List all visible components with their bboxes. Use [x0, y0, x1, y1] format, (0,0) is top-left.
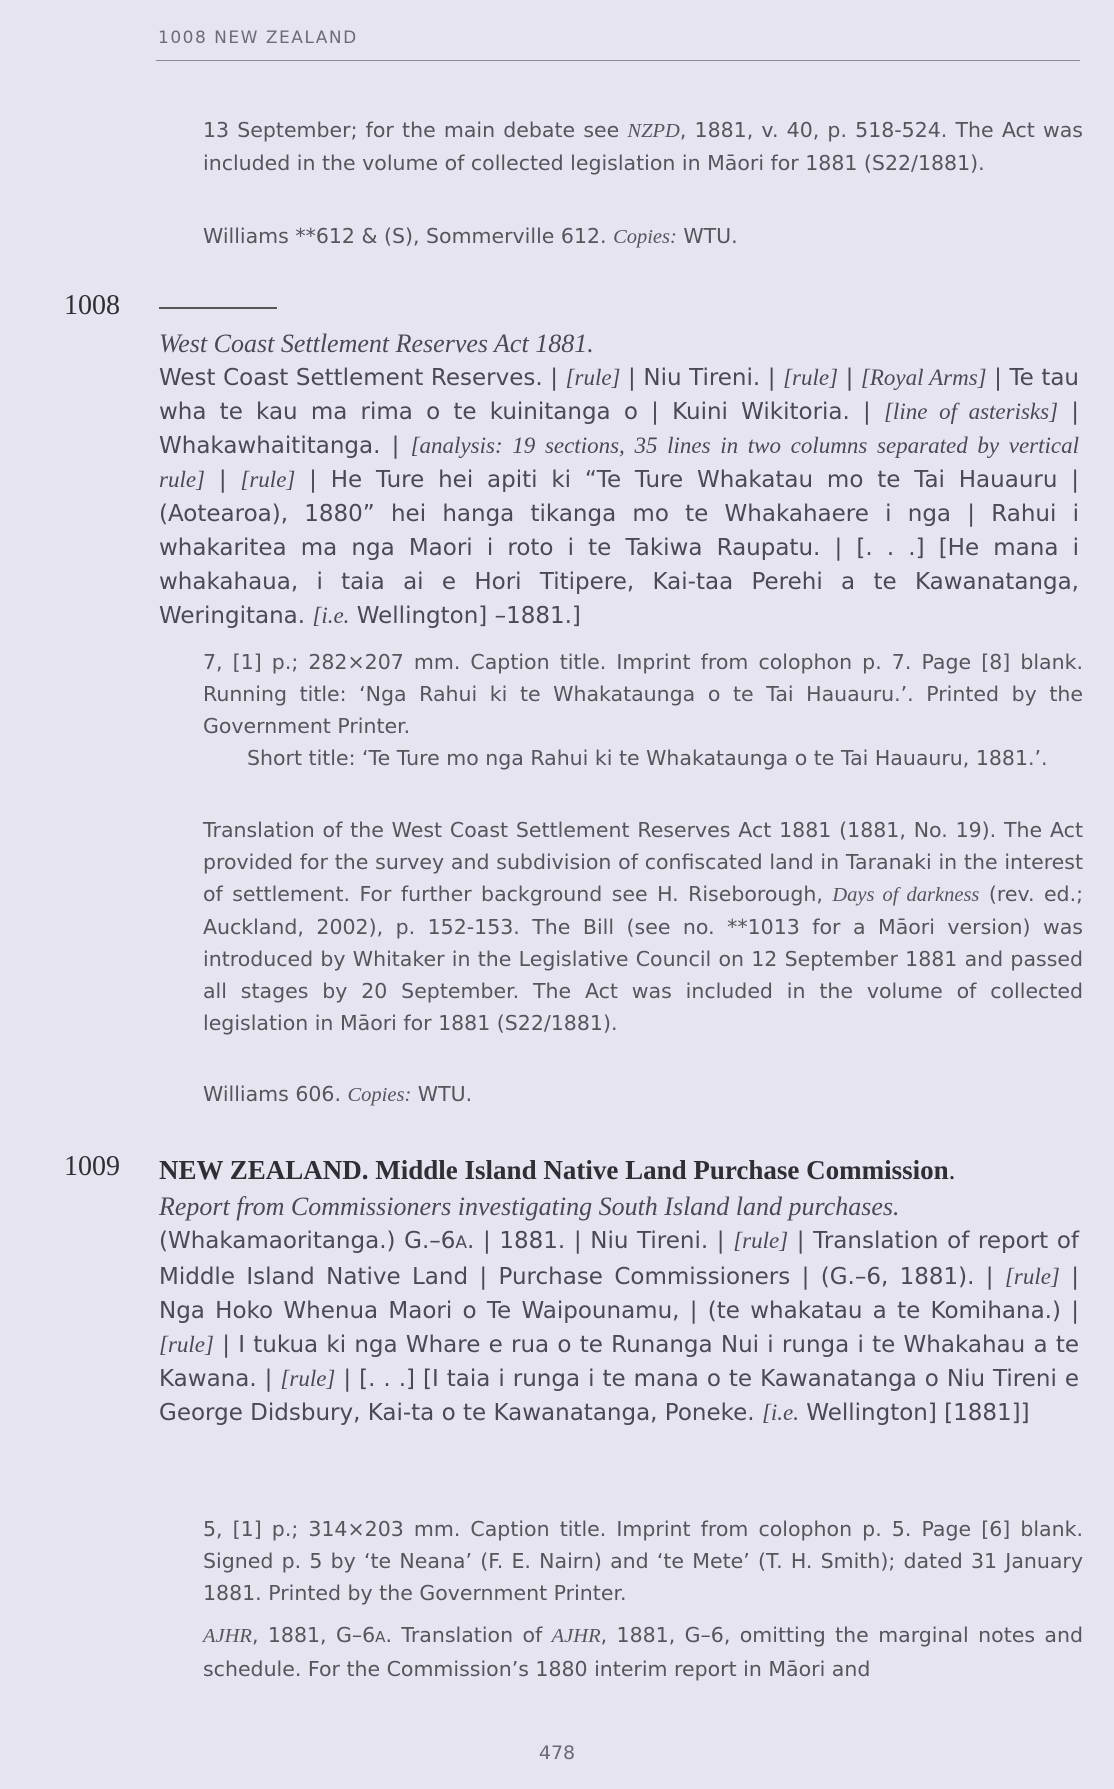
entry-title: West Coast Settlement Reserves Act 1881.: [159, 329, 594, 358]
entry-number: 1009: [64, 1151, 120, 1182]
copies-label: Copies:: [347, 1084, 412, 1106]
refs-text: Williams 606.: [203, 1082, 348, 1106]
entry-title: Report from Commissioners investigating South Island land purchases.: [159, 1192, 900, 1221]
physical-description: 5, [1] p.; 314×203 mm. Caption title. Imprint from colophon p. 5. Page [6] blank. Signed p. 5 by ‘te Neana’ (F. E. Nairn) and ‘te Mete’ (T. H. Smith); dated 31 January 1881. Printed by the Government Printer.: [203, 1517, 1083, 1605]
text-run-italic: [i.e.: [312, 603, 350, 628]
note-text: Translation of the West Coast Settlement Reserves Act 1881 (1881, No. 19). The Act provided for the survey and subdivision of confiscated land in Taranaki in the interest of settlement. For further background see H. Riseborough,: [203, 818, 1083, 906]
dash-rule: [159, 307, 277, 309]
note-text: , 1881, G–6, omitting the marginal notes and schedule. For the Commission’s 1880 interim report in Māori and: [203, 1623, 1084, 1681]
entry-1008-refs: [203, 1078, 1083, 1111]
text-run: | Whakawhaititanga. |: [159, 399, 1079, 459]
note-italic: AJHR: [203, 1625, 252, 1647]
text-run: Wellington] –1881.]: [349, 603, 581, 629]
entry-number: 1008: [64, 290, 120, 321]
text-run-italic: [Royal Arms]: [860, 365, 987, 390]
text-run: |: [838, 365, 861, 391]
entry-1008-transcription: [159, 327, 1079, 633]
refs-text: WTU.: [676, 224, 738, 248]
note-text: , 1881, v. 40, p. 518-524. The Act was included in the volume of collected legislation in Māori for 1881 (S22/1881).: [203, 118, 1083, 175]
text-run-italic: [rule]: [1004, 1264, 1060, 1289]
text-run-italic: [line of asterisks]: [883, 399, 1059, 424]
text-run-italic: [rule]: [159, 1332, 214, 1357]
note-italic: NZPD: [627, 120, 680, 142]
text-run: |: [205, 467, 241, 493]
text-run-italic: [rule]: [733, 1228, 789, 1253]
running-head: 1008 NEW ZEALAND: [158, 28, 358, 48]
physical-description: 7, [1] p.; 282×207 mm. Caption title. Imprint from colophon p. 7. Page [8] blank. Running title: ‘Nga Rahui ki te Whakataunga o te Tai Hauauru.’. Printed by the Government Printer.: [203, 650, 1083, 738]
text-run: | I tukua ki nga Whare e rua o te Runanga Nui i runga i te Whakahau a te Kawana. |: [159, 1332, 1079, 1392]
text-run: | Niu Tireni. |: [620, 365, 784, 391]
note-italic: AJHR: [551, 1625, 601, 1647]
text-run: (Whakamaoritanga.) G.–6: [159, 1228, 456, 1254]
refs-text: WTU.: [411, 1082, 473, 1106]
note-italic: Days of darkness: [832, 884, 980, 906]
text-run: Wellington] [1881]]: [799, 1400, 1030, 1426]
entry-1009-block: [159, 1150, 1079, 1430]
refs-text: Williams **612 & (S), Sommerville 612.: [203, 224, 614, 248]
small-caps: A: [375, 1628, 386, 1646]
text-run: | He Ture hei apiti ki “Te Ture Whakatau mo te Tai Hauauru | (Aotearoa), 1880” hei hanga tikanga mo te Whakahaere i nga | Rahui i whakaritea ma nga Maori i roto i te Takiwa Raupatu. | [. . .] [He mana i whakahaua, i taia ai e Hori Titipere, Kai-taa Perehi a te Kawanatanga, Weringitana.: [159, 467, 1079, 629]
header-rule: [156, 60, 1080, 61]
note-text: (rev. ed.; Auckland, 2002), p. 152-153. The Bill (see no. **1013 for a Māori version) was introduced by Whitaker in the Legislative Council on 12 September 1881 and passed all stages by 20 September. The Act was included in the volume of collected legislation in Māori for 1881 (S22/1881).: [203, 882, 1083, 1035]
text-run-italic: [rule]: [280, 1366, 336, 1391]
note-text: . Translation of: [385, 1623, 552, 1647]
note-text: 13 September; for the main debate see: [203, 118, 628, 142]
small-caps: A: [455, 1233, 468, 1253]
transcription-text: [159, 1224, 1079, 1430]
text-run-italic: [rule]: [565, 365, 621, 390]
entry-1009-note: [203, 1619, 1083, 1685]
text-run: . | 1881. | Niu Tireni. |: [467, 1228, 734, 1254]
entry-1008-dash: [159, 290, 1079, 324]
text-run: | [. . .] [I taia i runga i te mana o te Kawanatanga o Niu Tireni e George Didsbury, Kai-ta o te Kawanatanga, Poneke.: [159, 1366, 1080, 1426]
text-run-italic: [rule]: [240, 467, 296, 492]
continued-refs: [203, 220, 1083, 253]
text-run-italic: [i.e.: [761, 1400, 799, 1425]
transcription-text: [159, 361, 1079, 633]
text-run: | Translation of report of Middle Island Native Land | Purchase Commissioners | (G.–6, 1881). |: [159, 1228, 1079, 1290]
continued-note: [203, 114, 1083, 179]
heading-period: .: [948, 1155, 956, 1185]
entry-1009-description: [203, 1513, 1083, 1609]
note-text: , 1881, G–6: [251, 1623, 376, 1647]
text-run: | Nga Hoko Whenua Maori o Te Waipounamu, | (te whakatau a te Komihana.) |: [159, 1264, 1079, 1324]
text-run: West Coast Settlement Reserves. |: [159, 365, 566, 391]
corporate-author: NEW ZEALAND. Middle Island Native Land Purchase Commission: [159, 1155, 949, 1185]
text-run-italic: [analysis: 19 sections, 35 lines in two columns separated by vertical rule]: [159, 433, 1079, 492]
short-title: Short title: ‘Te Ture mo nga Rahui ki te Whakataunga o te Tai Hauauru, 1881.’.: [247, 746, 1048, 770]
entry-1008-description: [203, 646, 1083, 774]
page-number: 478: [538, 1742, 576, 1764]
text-run: | Te tau wha te kau ma rima o te kuinitanga o | Kuini Wikitoria. |: [159, 365, 1080, 425]
text-run-italic: [rule]: [783, 365, 839, 390]
copies-label: Copies:: [613, 226, 677, 248]
entry-1008-note: [203, 814, 1083, 1039]
entry-heading: [159, 1150, 1079, 1190]
